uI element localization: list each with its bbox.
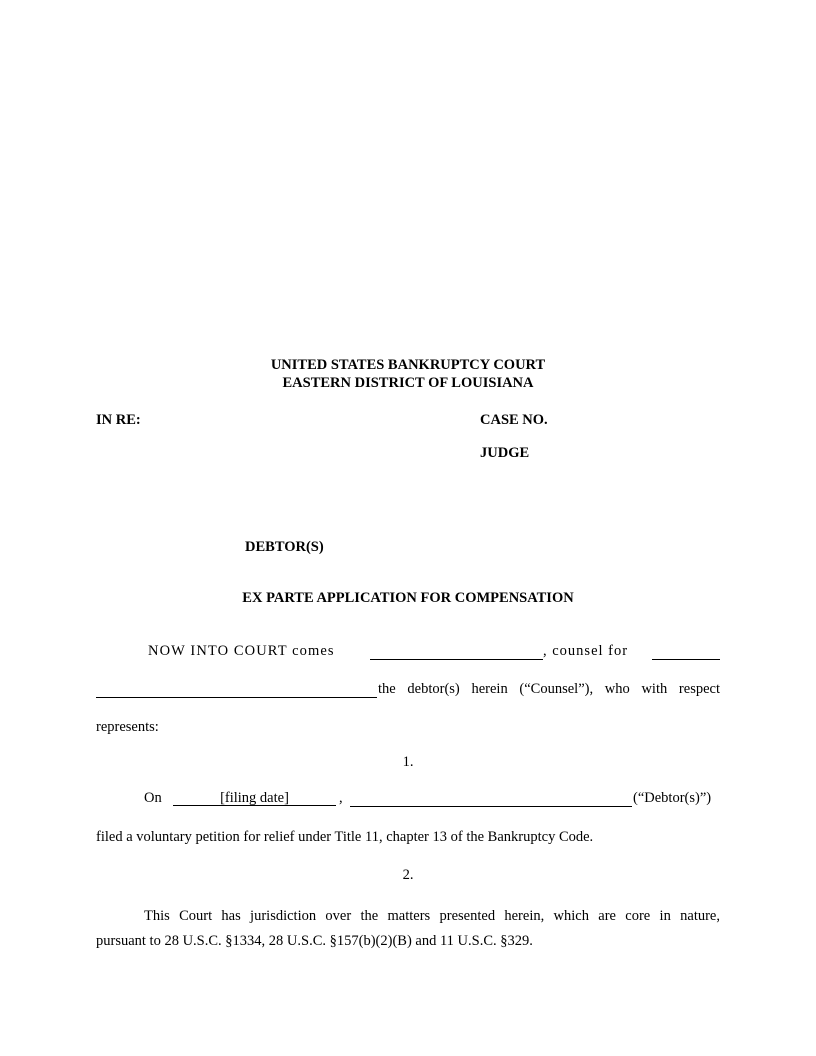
para2-line1: This Court has jurisdiction over the matters presented herein, which are core in nature,: [144, 908, 720, 924]
intro-lead: NOW INTO COURT comes: [148, 643, 335, 659]
filing-date-blank[interactable]: [filing date]: [173, 791, 336, 806]
debtor-name-blank-3[interactable]: [350, 792, 632, 807]
on-text: On: [144, 790, 162, 806]
debtor-name-blank-2[interactable]: [96, 683, 377, 698]
document-title: EX PARTE APPLICATION FOR COMPENSATION: [242, 590, 574, 606]
para2-line2: pursuant to 28 U.S.C. §1334, 28 U.S.C. §157(b)(2)(B) and 11 U.S.C. §329.: [96, 933, 533, 949]
judge-label: JUDGE: [480, 445, 530, 461]
counsel-for-text: , counsel for: [543, 643, 629, 659]
court-district: EASTERN DISTRICT OF LOUISIANA: [282, 375, 534, 391]
case-no-label: CASE NO.: [480, 412, 548, 428]
para2-number: 2.: [402, 867, 414, 883]
intro-line2: the debtor(s) herein (“Counsel”), who with respect: [378, 681, 720, 697]
debtor-name-blank-1[interactable]: [652, 645, 720, 660]
para1-line2: filed a voluntary petition for relief under Title 11, chapter 13 of the Bankruptcy Code.: [96, 829, 594, 845]
court-name: UNITED STATES BANKRUPTCY COURT: [270, 357, 546, 373]
para1-number: 1.: [402, 754, 414, 770]
intro-line3: represents:: [96, 719, 159, 735]
debtors-label: DEBTOR(S): [245, 539, 324, 555]
counsel-name-blank[interactable]: [370, 645, 543, 660]
debtors-defined-term: (“Debtor(s)”): [633, 790, 712, 806]
comma-text: ,: [339, 790, 343, 806]
in-re-label: IN RE:: [96, 412, 141, 428]
